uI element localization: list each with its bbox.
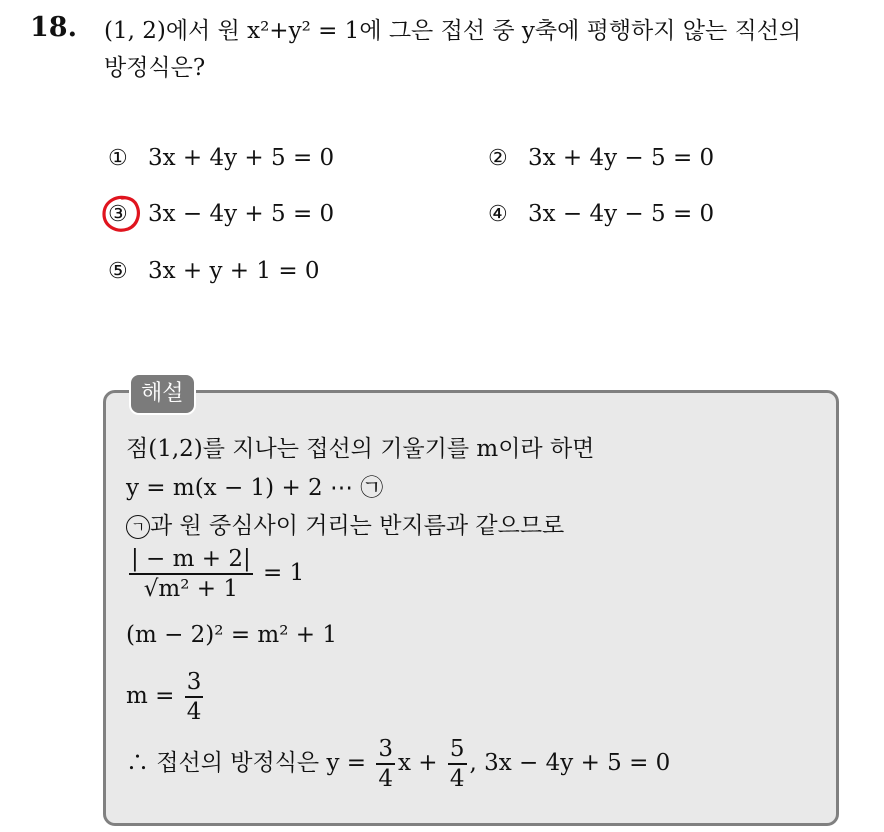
choice-4-mark: ④	[488, 202, 508, 227]
question-text-line2: 방정식은?	[104, 55, 206, 81]
choice-5[interactable]	[108, 258, 320, 284]
choice-5-mark: ⑤	[108, 259, 128, 284]
fraction-coefficient-numerator: 3	[376, 735, 395, 765]
solution-line-7-suffix: , 3x − 4y + 5 = 0	[469, 750, 671, 776]
fraction-slope	[185, 668, 204, 726]
choice-1[interactable]	[108, 145, 334, 171]
choice-1-expr: 3x + 4y + 5 = 0	[148, 145, 335, 171]
solution-line-6	[126, 668, 206, 726]
solution-line-7	[126, 735, 670, 793]
solution-line-2: y = m(x − 1) + 2 ⋯ ㉠	[126, 475, 384, 501]
question-text-line1: (1, 2)에서 원 x²+y² = 1에 그은 접선 중 y축에 평행하지 않는 직선의	[104, 18, 802, 44]
solution-line-7-mid: x +	[398, 750, 438, 776]
choice-2-expr: 3x + 4y − 5 = 0	[528, 145, 715, 171]
fraction-intercept-denominator: 4	[449, 766, 465, 792]
choice-4[interactable]	[488, 201, 714, 227]
fraction-coefficient-denominator: 4	[378, 766, 393, 792]
fraction-coefficient	[376, 735, 395, 793]
fraction-distance-denominator: √m² + 1	[143, 576, 238, 602]
question-number: 18.	[30, 12, 77, 43]
fraction-intercept	[448, 735, 467, 793]
choice-2[interactable]	[488, 145, 714, 171]
fraction-intercept-numerator: 5	[448, 735, 467, 765]
solution-line-7-prefix: ∴ 접선의 방정식은 y =	[126, 750, 367, 776]
solution-line-6-lhs: m =	[126, 683, 175, 709]
solution-line-3-text: 과 원 중심사이 거리는 반지름과 같으므로	[150, 513, 565, 539]
solution-line-5: (m − 2)² = m² + 1	[126, 622, 337, 648]
solution-line-1: 점(1,2)를 지나는 접선의 기울기를 m이라 하면	[126, 436, 595, 462]
choice-3-expr: 3x − 4y + 5 = 0	[148, 201, 335, 227]
choice-3-mark: ③	[108, 202, 128, 227]
choice-1-mark: ①	[108, 146, 128, 171]
choice-4-expr: 3x − 4y − 5 = 0	[528, 201, 715, 227]
choice-2-mark: ②	[488, 146, 508, 171]
answer-circle-mark	[100, 193, 144, 235]
fraction-slope-denominator: 4	[186, 699, 202, 725]
fraction-slope-numerator: 3	[185, 668, 204, 698]
fraction-distance-rhs: = 1	[263, 560, 305, 586]
fraction-distance-numerator: | − m + 2|	[129, 545, 253, 575]
question-text	[104, 13, 874, 87]
solution-line-3	[126, 507, 564, 540]
choice-5-expr: 3x + y + 1 = 0	[148, 258, 320, 284]
solution-line-4	[126, 545, 304, 603]
fraction-distance	[129, 545, 253, 603]
circled-giyeok-icon: ㄱ	[126, 515, 150, 539]
solution-tag: 해설	[129, 373, 196, 415]
